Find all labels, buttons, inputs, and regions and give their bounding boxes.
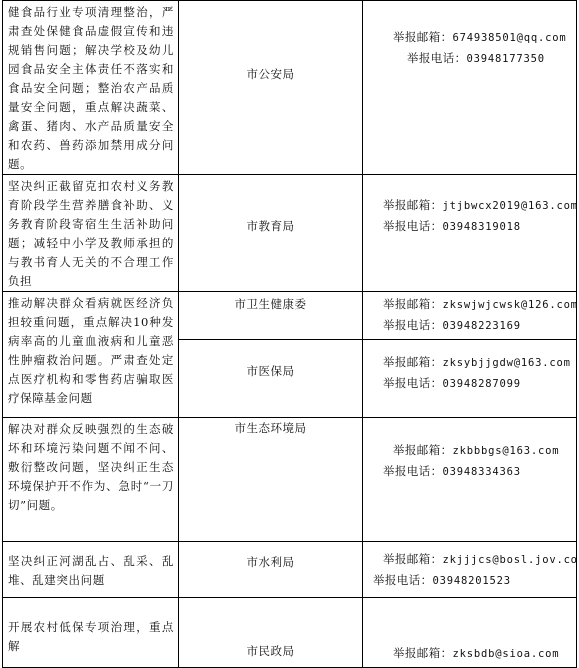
email-address[interactable]: zksybjjgdw@163.com <box>442 357 571 369</box>
phone-label: 举报电话： <box>383 376 443 390</box>
issue-text: 推动解决群众看病就医经济负担较重问题，重点解决10种发病率高的儿童血液病和儿童恶性肿瘤救治问题。严肃查处定点医疗机构和零售药店骗取医疗保障基金问题 <box>8 296 174 405</box>
dept-cell <box>179 340 363 418</box>
dept-cell <box>179 598 363 668</box>
email-line <box>363 27 576 48</box>
email-address[interactable]: zkbbbgs@163.com <box>452 445 560 457</box>
phone-number: 03948201523 <box>432 575 511 587</box>
email-line <box>363 294 576 315</box>
issue-cell <box>3 175 179 292</box>
dept-name: 市卫生健康委 <box>234 297 307 311</box>
phone-number: 03948287099 <box>442 378 521 390</box>
table-row <box>3 598 577 668</box>
email-label: 举报邮箱： <box>383 297 443 311</box>
issue-cell <box>3 598 179 668</box>
issue-cell <box>3 418 179 542</box>
phone-line <box>363 216 576 237</box>
email-label: 举报邮箱： <box>393 443 453 457</box>
dept-cell <box>179 292 363 340</box>
dept-cell <box>179 542 363 598</box>
email-address[interactable]: jtjbwcx2019@163.com <box>442 200 578 212</box>
table-row <box>3 542 577 598</box>
issue-text: 坚决纠正河湖乱占、乱采、乱堆、乱建突出问题 <box>8 554 174 587</box>
issue-text: 开展农村低保专项治理，重点解 <box>8 620 174 653</box>
email-address[interactable]: zksbdb@sioa.com <box>452 648 560 660</box>
email-label: 举报邮箱： <box>393 30 453 44</box>
phone-line <box>363 373 576 394</box>
email-line <box>363 352 576 373</box>
phone-number: 03948319018 <box>442 221 521 233</box>
phone-label: 举报电话： <box>383 464 443 478</box>
email-address[interactable]: zkswjwjcwsk@126.com <box>442 299 578 311</box>
table-row <box>3 175 577 292</box>
dept-cell <box>179 1 363 175</box>
email-address[interactable]: 674938501@qq.com <box>452 32 567 44</box>
table-row <box>3 292 577 340</box>
email-line <box>363 440 576 461</box>
dept-name: 市生态环境局 <box>234 421 307 435</box>
email-line <box>363 195 576 216</box>
dept-cell <box>179 418 363 542</box>
contact-cell <box>363 292 577 340</box>
issue-text: 健食品行业专项清理整治，严肃查处保健食品虚假宣传和违规销售问题；解决学校及幼儿园食品安全主体责任不落实和食品安全问题；整治农产品质量安全问题，重点解决蔬菜、禽蛋、猪肉、水产品质量安全和农药、兽药添加禁用成分问题。 <box>8 5 174 171</box>
contact-cell <box>363 598 577 668</box>
contact-cell <box>363 175 577 292</box>
email-label: 举报邮箱： <box>393 646 453 660</box>
issue-cell <box>3 542 179 598</box>
phone-number: 03948223169 <box>442 320 521 332</box>
phone-number: 03948177350 <box>466 53 545 65</box>
report-contact-table <box>2 0 577 668</box>
email-line <box>363 643 576 664</box>
issue-text: 坚决纠正截留克扣农村义务教育阶段学生营养膳食补助、义务教育阶段寄宿生生活补助问题；减轻中小学及教师承担的与教书育人无关的不合理工作负担 <box>8 179 174 288</box>
phone-label: 举报电话： <box>383 219 443 233</box>
phone-line <box>363 48 576 69</box>
email-address[interactable]: zkjjjcs@bosl.jov.co <box>442 554 578 566</box>
dept-name: 市公安局 <box>246 67 295 81</box>
table-row <box>3 418 577 542</box>
phone-label: 举报电话： <box>407 51 467 65</box>
issue-cell <box>3 292 179 418</box>
issue-text: 解决对群众反映强烈的生态破坏和环境污染问题不闻不问、敷衍整改问题，坚决纠正生态环境保护开不作为、急时“一刀切”问题。 <box>8 422 174 512</box>
dept-name: 市医保局 <box>246 364 295 378</box>
phone-label: 举报电话： <box>383 318 443 332</box>
table-row <box>3 1 577 175</box>
email-label: 举报邮箱： <box>383 198 443 212</box>
issue-cell <box>3 1 179 175</box>
dept-cell <box>179 175 363 292</box>
contact-cell <box>363 340 577 418</box>
contact-cell <box>363 542 577 598</box>
phone-label: 举报电话： <box>373 573 433 587</box>
dept-name: 市水利局 <box>246 555 295 569</box>
email-label: 举报邮箱： <box>383 355 443 369</box>
email-line <box>363 549 576 570</box>
contact-cell <box>363 1 577 175</box>
phone-line <box>363 461 576 482</box>
dept-name: 市民政局 <box>246 644 295 658</box>
phone-number: 03948334363 <box>442 466 521 478</box>
phone-line <box>363 570 576 591</box>
email-label: 举报邮箱： <box>383 552 443 566</box>
contact-cell <box>363 418 577 542</box>
dept-name: 市教育局 <box>246 219 295 233</box>
phone-line <box>363 315 576 336</box>
